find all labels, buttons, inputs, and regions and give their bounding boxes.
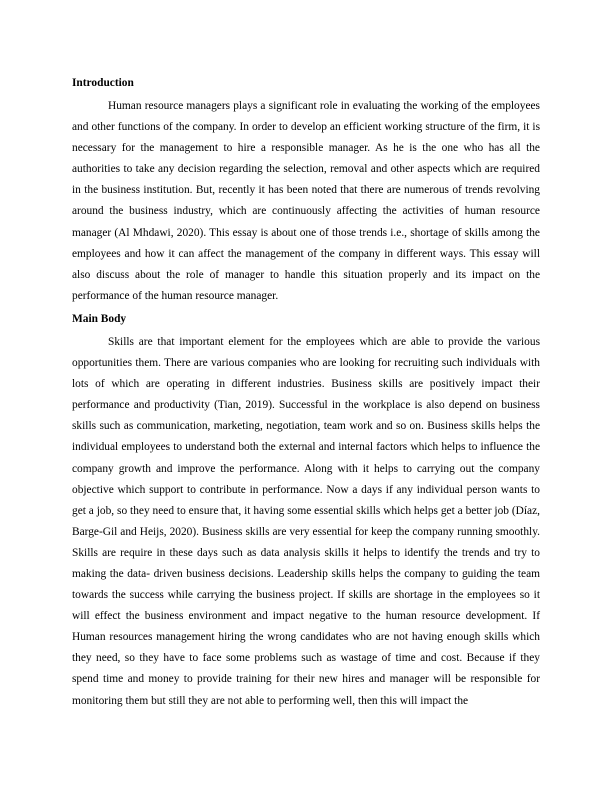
document-page: [72, 76, 540, 712]
introduction-heading: Introduction: [72, 77, 134, 89]
main-body-heading: Main Body: [72, 312, 127, 325]
main-body-section: [72, 312, 540, 712]
introduction-paragraph: Human resource managers plays a significant role in evaluating the working of the employees and other functions of the company. In order to develop an efficient working structure of the firm, it is necessary for the management to hire a responsible manager. As he is the one who has all the authorities to take any decision regarding the selection, removal and other aspects which are required in the business institution. But, recently it has been noted that there are numerous of trends revolving around the business industry, which are continuously affecting the activities of human resource manager (Al Mhdawi, 2020). This essay is about one of those trends i.e., shortage of skills among the employees and how it can affect the management of the company in different ways. This essay will also discuss about the role of manager to handle this situation properly and its impact on the performance of the human resource manager.: [72, 100, 540, 302]
main-body-paragraph: Skills are that important element for the employees which are able to provide the various opportunities them. There are various companies who are looking for recruiting such individuals with lots of which are operating in different industries. Business skills are positively impact their performance and productivity (Tian, 2019). Successful in the workplace is also depend on business skills such as communication, marketing, negotiation, team work and so on. Business skills helps the individual employees to understand both the external and internal factors which helps to influence the company growth and improve the performance. Along with it helps to carrying out the company objective which support to contribute in performance. Now a days if any individual person wants to get a job, so they need to ensure that, it having some essential skills which helps get a better job (Díaz, Barge-Gil and Heijs, 2020). Business skills are very essential for keep the company running smoothly. Skills are require in these days such as data analysis skills it helps to identify the trends and try to making the data- driven business decisions. Leadership skills helps the company to guiding the team towards the success while carrying the business project. If skills are shortage in the employees so it will effect the business environment and impact negative to the human resource development. If Human resources management hiring the wrong candidates who are not having enough skills which they need, so they have to face some problems such as wastage of time and cost. Because if they spend time and money to provide training for their new hires and manager will be responsible for monitoring them but still they are not able to performing well, then this will impact the: [72, 335, 540, 707]
introduction-section: [72, 76, 540, 307]
